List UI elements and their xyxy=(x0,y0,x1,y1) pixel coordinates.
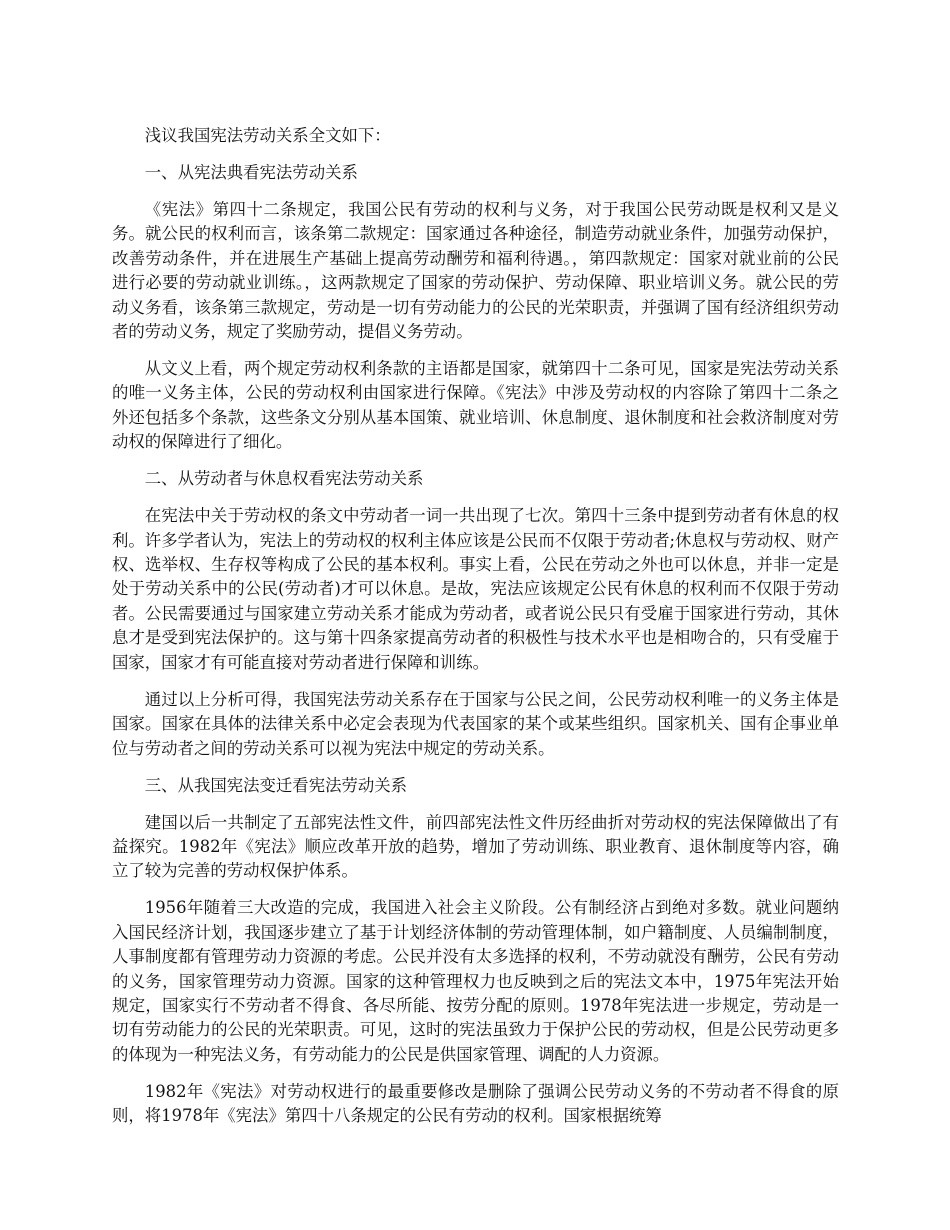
body-paragraph: 1982年《宪法》对劳动权进行的最重要修改是删除了强调公民劳动义务的不劳动者不得食的原则，将1978年《宪法》第四十八条规定的公民有劳动的权利。国家根据统筹 xyxy=(112,1081,839,1126)
body-paragraph: 1956年随着三大改造的完成，我国进入社会主义阶段。公有制经济占到绝对多数。就业问题纳入国民经济计划，我国逐步建立了基于计划经济体制的劳动管理体制，如户籍制度、人员编制制度，人事制度都有管理劳动力资源的考虑。公民并没有太多选择的权利，不劳动就没有酬劳，公民有劳动的义务，国家管理劳动力资源。国家的这种管理权力也反映到之后的宪法文本中，1975年宪法开始规定，国家实行不劳动者不得食、各尽所能、按劳分配的原则。1978年宪法进一步规定，劳动是一切有劳动能力的公民的光荣职责。可见，这时的宪法虽致力于保护公民的劳动权，但是公民劳动更多的体现为一种宪法义务，有劳动能力的公民是供国家管理、调配的人力资源。 xyxy=(112,898,839,1064)
section-heading-1: 一、从宪法典看宪法劳动关系 xyxy=(144,163,358,182)
body-paragraph: 建国以后一共制定了五部宪法性文件，前四部宪法性文件历经曲折对劳动权的宪法保障做出了有益探究。1982年《宪法》顺应改革开放的趋势，增加了劳动训练、职业教育、退休制度等内容，确立了较为完善的劳动权保护体系。 xyxy=(112,812,839,881)
section-heading-2: 二、从劳动者与休息权看宪法劳动关系 xyxy=(144,469,424,489)
intro-paragraph: 浅议我国宪法劳动关系全文如下： xyxy=(144,126,391,145)
body-paragraph: 通过以上分析可得，我国宪法劳动关系存在于国家与公民之间，公民劳动权利唯一的义务主体是国家。国家在具体的法律关系中必定会表现为代表国家的某个或某些组织。国家机关、国有企事业单位与劳动者之间的劳动关系可以视为宪法中规定的劳动关系。 xyxy=(112,689,839,758)
body-paragraph: 《宪法》第四十二条规定，我国公民有劳动的权利与义务，对于我国公民劳动既是权利又是义务。就公民的权利而言，该条第二款规定：国家通过各种途径，制造劳动就业条件，加强劳动保护，改善劳动条件，并在进展生产基础上提高劳动酬劳和福利待遇。，第四款规定：国家对就业前的公民进行必要的劳动就业训练。，这两款规定了国家的劳动保护、劳动保障、职业培训义务。就公民的劳动义务看，该条第三款规定，劳动是一切有劳动能力的公民的光荣职责，并强调了国有经济组织劳动者的劳动义务，规定了奖励劳动，提倡义务劳动。 xyxy=(112,200,839,342)
body-paragraph: 在宪法中关于劳动权的条文中劳动者一词一共出现了七次。第四十三条中提到劳动者有休息的权利。许多学者认为，宪法上的劳动权的权利主体应该是公民而不仅限于劳动者;休息权与劳动权、财产权、选举权、生存权等构成了公民的基本权利。事实上看，公民在劳动之外也可以休息，并非一定是处于劳动关系中的公民(劳动者)才可以休息。是故，宪法应该规定公民有休息的权利而不仅限于劳动者。公民需要通过与国家建立劳动关系才能成为劳动者，或者说公民只有受雇于国家进行劳动，其休息才是受到宪法保护的。这与第十四条家提高劳动者的积极性与技术水平也是相吻合的，只有受雇于国家，国家才有可能直接对劳动者进行保障和训练。 xyxy=(112,506,839,672)
body-paragraph: 从文义上看，两个规定劳动权利条款的主语都是国家，就第四十二条可见，国家是宪法劳动关系的唯一义务主体，公民的劳动权利由国家进行保障。《宪法》中涉及劳动权的内容除了第四十二条之外还包括多个条款，这些条文分别从基本国策、就业培训、休息制度、退休制度和社会救济制度对劳动权的保障进行了细化。 xyxy=(112,359,839,452)
section-heading-3: 三、从我国宪法变迁看宪法劳动关系 xyxy=(144,775,408,795)
document-page xyxy=(112,124,839,1141)
